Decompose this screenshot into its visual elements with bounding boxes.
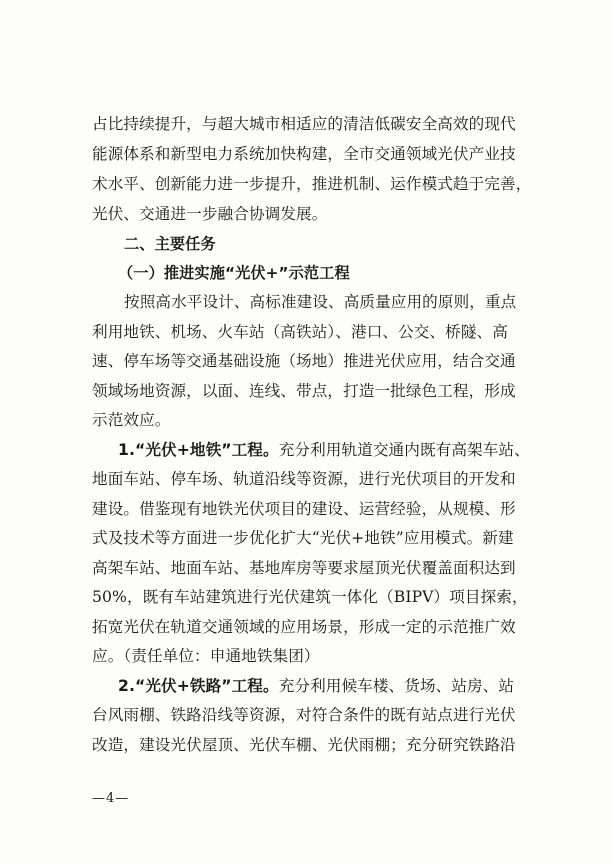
- paragraph-line: 利用地铁、机场、火车站（高铁站）、港口、公交、桥隧、高: [92, 323, 508, 341]
- item-2-first-line-text: 充分利用候车楼、货场、站房、站: [278, 677, 515, 695]
- section-heading: 二、主要任务: [124, 235, 216, 253]
- paragraph-line: 建设。借鉴现有地铁光伏项目的建设、运营经验，从规模、形: [92, 500, 516, 518]
- paragraph-line: 拓宽光伏在轨道交通领域的应用场景，形成一定的示范推广效: [92, 618, 516, 636]
- paragraph-line: 式及技术等方面进一步优化扩大“光伏+地铁”应用模式。新建: [92, 529, 514, 547]
- item-1-first-line-text: 充分利用轨道交通内既有高架车站、: [278, 441, 530, 459]
- paragraph-line: 术水平、创新能力进一步提升，推进机制、运作模式趋于完善，: [92, 175, 532, 193]
- paragraph-line: 高架车站、地面车站、基地库房等要求屋顶光伏覆盖面积达到: [92, 559, 516, 577]
- item-2-title: 2.“光伏+铁路”工程。: [118, 677, 279, 695]
- paragraph-line: 按照高水平设计、高标准建设、高质量应用的原则，重点: [124, 293, 517, 311]
- paragraph-line: 应。（责任单位：申通地铁集团）: [92, 647, 320, 665]
- subsection-heading: （一）推进实施“光伏+”示范工程: [118, 264, 350, 282]
- paragraph-line: 改造，建设光伏屋顶、光伏车棚、光伏雨棚；充分研究铁路沿: [92, 736, 516, 754]
- paragraph-line: 50%，既有车站建筑进行光伏建筑一体化（BIPV）项目探索，: [92, 588, 528, 606]
- paragraph-line: 台风雨棚、铁路沿线等资源，对符合条件的既有站点进行光伏: [92, 706, 516, 724]
- item-2-first-line: [118, 676, 514, 696]
- paragraph-line: 能源体系和新型电力系统加快构建，全市交通领域光伏产业技: [92, 145, 516, 163]
- paragraph-line: 占比持续提升，与超大城市相适应的清洁低碳安全高效的现代: [92, 115, 516, 133]
- page-number: —4—: [92, 791, 130, 806]
- paragraph-line: 速、停车场等交通基础设施（场地）推进光伏应用，结合交通: [92, 352, 516, 370]
- paragraph-line: 领域场地资源，以面、连线、带点，打造一批绿色工程，形成: [92, 382, 516, 400]
- paragraph-line: 地面车站、停车场、轨道沿线等资源，进行光伏项目的开发和: [92, 470, 516, 488]
- paragraph-line: 示范效应。: [92, 411, 171, 429]
- paragraph-line: 光伏、交通进一步融合协调发展。: [92, 205, 328, 223]
- item-1-first-line: [118, 440, 530, 460]
- item-1-title: 1.“光伏+地铁”工程。: [118, 441, 279, 459]
